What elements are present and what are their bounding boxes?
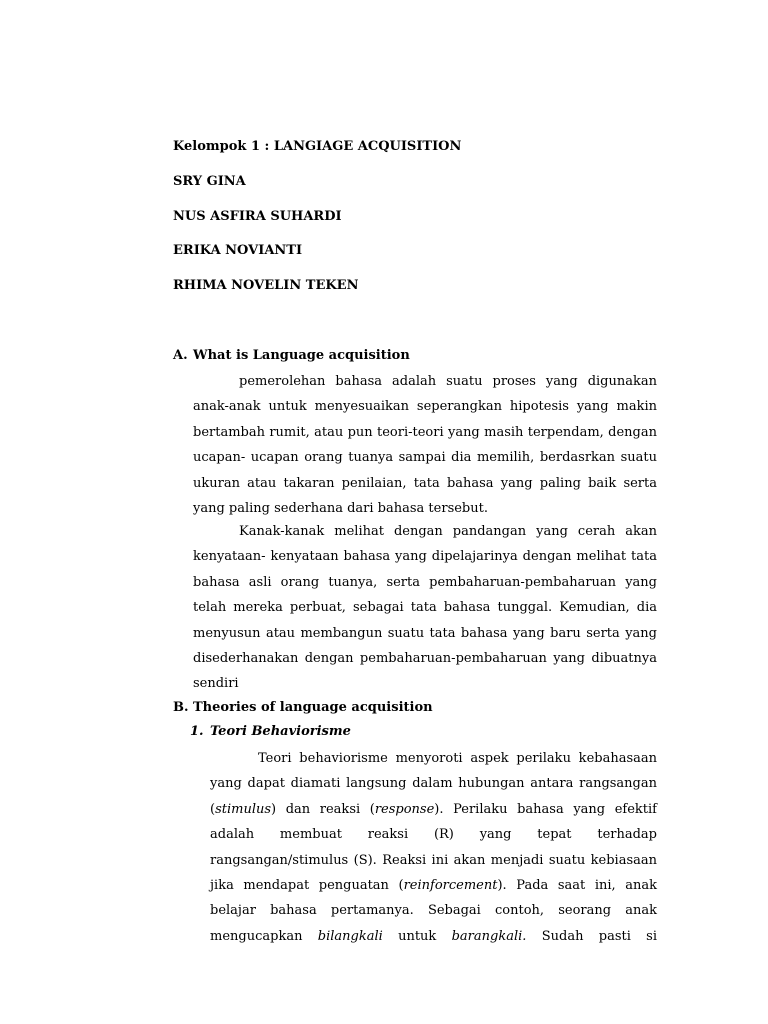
section-title: What is Language acquisition — [193, 348, 410, 363]
term-response: response — [374, 801, 435, 817]
section-letter: B. — [173, 700, 189, 715]
member-name: ERIKA NOVIANTI — [173, 243, 303, 258]
paragraph-text: ). Perilaku bahasa yang efektif adalah membuat reaksi (R) yang tepat terhadap rangsangan/stimulus (S). Reaksi ini akan menjadi suatu kebiasaan jika mendapat penguatan ( — [210, 801, 657, 894]
term-stimulus: stimulus — [215, 801, 272, 817]
paragraph-text: Sudah pasti si — [526, 928, 658, 944]
subsection-title: Teori Behaviorisme — [210, 724, 351, 739]
section-title: Theories of language acquisition — [193, 700, 433, 715]
member-name: SRY GINA — [173, 174, 246, 189]
section-a-paragraph-1 — [193, 369, 657, 521]
term-bilangkali: bilangkali — [317, 928, 383, 944]
paragraph-text: Kanak-kanak melihat dengan pandangan yang cerah akan kenyataan- kenyataan bahasa yang dipelajarinya dengan melihat tata bahasa asli orang tuanya, serta pembaharuan-pembaharuan yang telah mereka perbuat, sebagai tata bahasa tunggal. Kemudian, dia menyusun atau membangun suatu tata bahasa yang baru serta yang disederhanakan dengan pembaharuan-pembaharuan yang dibuatnya sendiri — [193, 524, 657, 692]
paragraph-text: ). Pada saat ini, anak belajar bahasa pertamanya. Sebagai contoh, seorang anak mengucapkan — [210, 878, 657, 944]
paragraph-text: Teori behaviorisme menyoroti aspek perilaku kebahasaan yang dapat diamati langsung dalam hubungan antara rangsangan ( — [210, 751, 657, 817]
section-a-paragraph-2 — [193, 519, 657, 697]
paragraph-text: pemerolehan bahasa adalah suatu proses yang digunakan anak-anak untuk menyesuaikan seperangkan hipotesis yang makin bertambah rumit, atau pun teori-teori yang masih terpendam, dengan ucapan- ucapan orang tuanya sampai dia memilih, berdasrkan suatu ukuran atau takaran penilaian, tata bahasa yang paling baik serta yang paling sederhana dari bahasa tersebut. — [193, 374, 657, 517]
paragraph-text: ) dan reaksi ( — [271, 801, 375, 817]
paragraph-text: untuk — [382, 928, 452, 944]
term-barangkali: barangkali. — [451, 928, 527, 944]
term-reinforcement: reinforcement — [403, 878, 498, 894]
subsection-number: 1. — [190, 724, 204, 739]
section-letter: A. — [173, 348, 188, 363]
subsection-1-paragraph — [210, 746, 657, 949]
section-b-heading — [173, 699, 433, 717]
member-name: NUS ASFIRA SUHARDI — [173, 209, 342, 224]
group-title: Kelompok 1 : LANGIAGE ACQUISITION — [173, 139, 462, 154]
member-name: RHIMA NOVELIN TEKEN — [173, 278, 359, 293]
subsection-1-heading — [190, 723, 351, 741]
section-a-heading — [173, 347, 410, 365]
